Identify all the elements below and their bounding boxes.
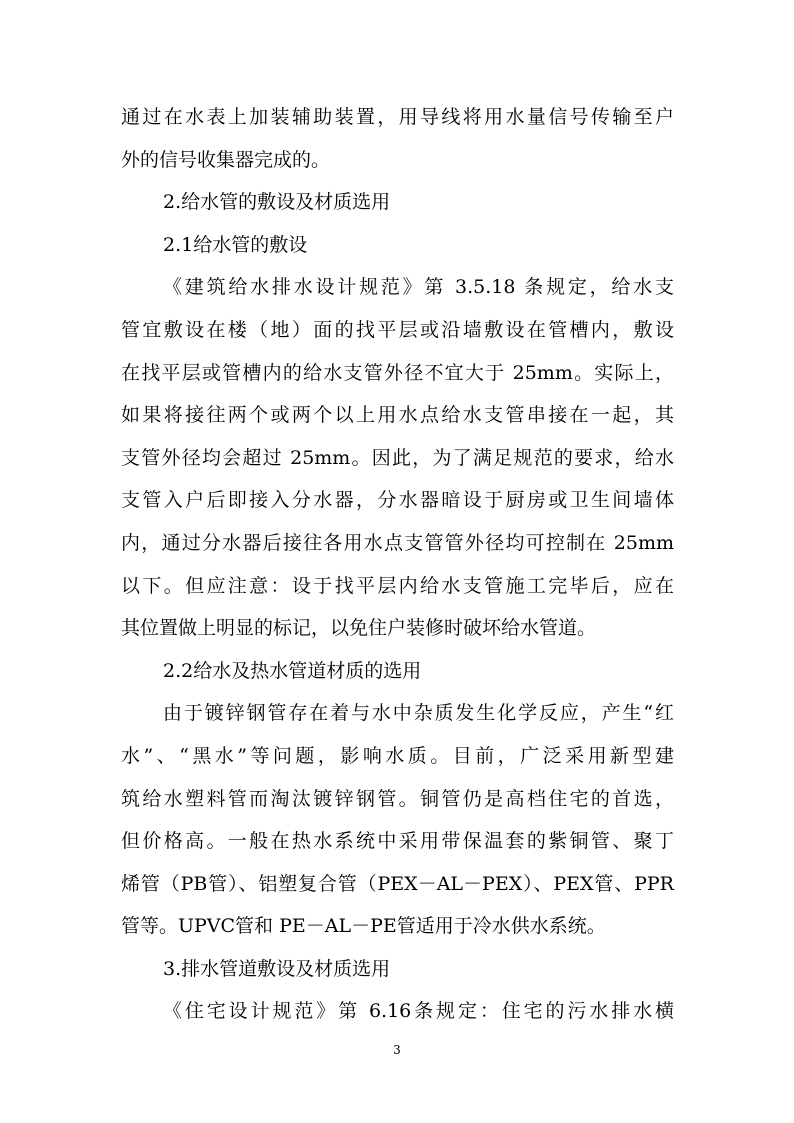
text-line: 支管外径均会超过 25mm。因此，为了满足规范的要求，给水: [121, 446, 674, 469]
page-number: 3: [393, 1043, 401, 1057]
text-line: 《住宅设计规范》第 6.16条规定：住宅的污水排水横: [163, 1000, 674, 1023]
text-line: 筑给水塑料管而淘汰镀锌钢管。铜管仍是高档住宅的首选，: [121, 787, 674, 810]
text-line: 在找平层或管槽内的给水支管外径不宜大于 25mm。实际上，: [121, 361, 674, 384]
text-line: 通过在水表上加装辅助装置，用导线将用水量信号传输至户: [121, 106, 674, 128]
text-line: 《建筑给水排水设计规范》第 3.5.18 条规定，给水支: [163, 276, 674, 299]
text-line: 烯管（PB管）、铝塑复合管（PEX－AL－PEX）、PEX管、PPR: [121, 872, 674, 895]
section-heading: 2.给水管的敷设及材质选用: [163, 191, 391, 214]
text-line: 但价格高。一般在热水系统中采用带保温套的紫铜管、聚丁: [121, 830, 674, 853]
text-line: 由于镀锌钢管存在着与水中杂质发生化学反应，产生“红: [163, 702, 674, 725]
text-line: 水”、“黑水”等问题，影响水质。目前，广泛采用新型建: [121, 744, 674, 767]
text-line: 外的信号收集器完成的。: [121, 148, 331, 171]
text-line: 其位置做上明显的标记，以免住户装修时破坏给水管道。: [121, 617, 597, 640]
text-line: 管等。UPVC管和 PE－AL－PE管适用于冷水供水系统。: [121, 915, 606, 938]
subsection-heading: 2.2给水及热水管道材质的选用: [163, 659, 422, 682]
text-line: 如果将接往两个或两个以上用水点给水支管串接在一起，其: [121, 404, 674, 427]
text-line: 管宜敷设在楼（地）面的找平层或沿墙敷设在管槽内，敷设: [121, 318, 674, 341]
text-line: 支管入户后即接入分水器，分水器暗设于厨房或卫生间墙体: [121, 489, 674, 512]
text-line: 内，通过分水器后接往各用水点支管管外径均可控制在 25mm: [121, 531, 674, 554]
text-line: 以下。但应注意：设于找平层内给水支管施工完毕后，应在: [121, 574, 674, 597]
subsection-heading: 2.1给水管的敷设: [163, 233, 308, 256]
body-text: [121, 96, 674, 1033]
section-heading: 3.排水管道敷设及材质选用: [163, 957, 391, 980]
